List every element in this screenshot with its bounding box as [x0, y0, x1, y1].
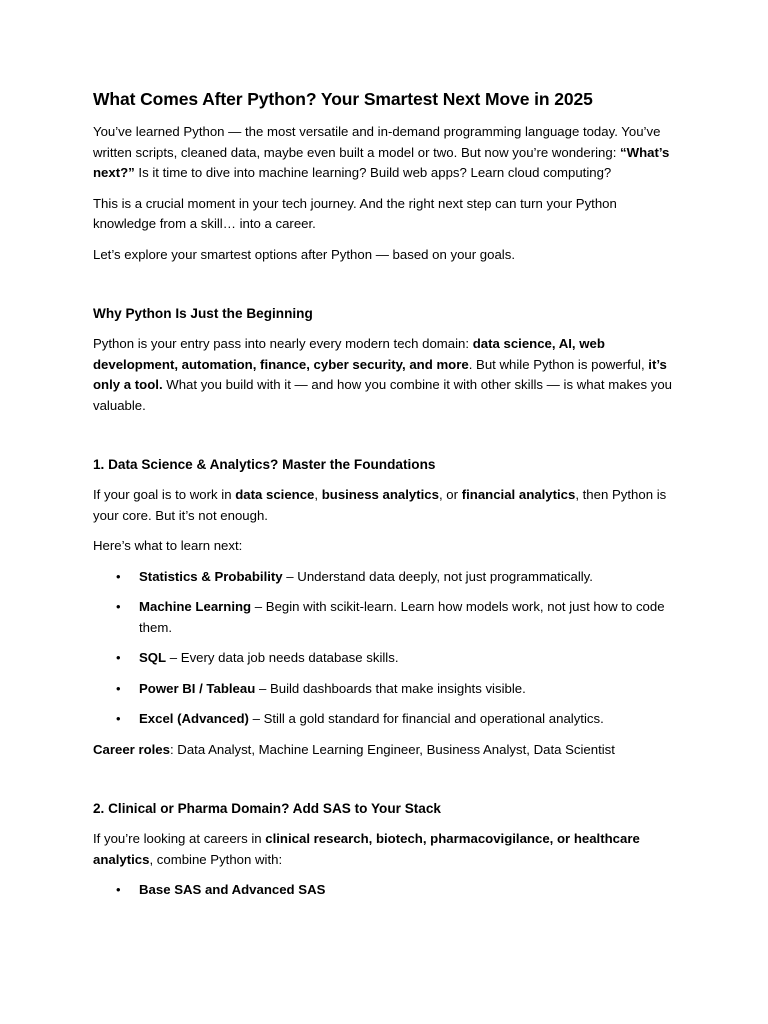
list-item-text: – Still a gold standard for financial and operational analytics.	[248, 711, 604, 726]
section-heading-data-science: 1. Data Science & Analytics? Master the Foundations	[93, 457, 436, 472]
list-item-term: SQL	[139, 650, 167, 665]
bullet-icon: •	[116, 650, 121, 665]
section-heading-why: Why Python Is Just the Beginning	[93, 306, 313, 321]
clinical-skill-list	[93, 880, 676, 901]
clinical-text-c: , combine Python with:	[149, 851, 283, 867]
intro-paragraph-2: This is a crucial moment in your tech journey. And the right next step can turn your Python knowledge from a skill… into a career.	[93, 195, 617, 231]
ds-text-e: , or	[438, 487, 462, 502]
ds-text-g: , then Python is your core. But it’s not enough.	[93, 487, 667, 523]
ds-skill-list	[93, 567, 676, 730]
intro-text-a: You’ve learned Python — the most versatile and in-demand programming language today. You’ve written scripts, cleaned data, maybe even built a model or two. But now you’re wondering:	[93, 124, 661, 160]
bullet-icon: •	[116, 882, 121, 897]
ds-learn-next: Here’s what to learn next:	[93, 538, 243, 553]
list-item-term: Base SAS and Advanced SAS	[139, 882, 326, 897]
list-item-text: – Every data job needs database skills.	[166, 650, 399, 665]
list-item	[116, 648, 676, 669]
page-title: What Comes After Python? Your Smartest Next Move in 2025	[93, 89, 593, 109]
intro-paragraph-3: Let’s explore your smartest options after Python — based on your goals.	[93, 246, 515, 262]
intro-question: “What’s next?”	[93, 144, 670, 180]
list-item	[116, 597, 676, 638]
why-text-a: Python is your entry pass into nearly every modern tech domain:	[93, 336, 473, 351]
clinical-paragraph	[93, 829, 676, 870]
list-item-term: Machine Learning	[139, 599, 252, 614]
career-roles-label: Career roles	[93, 741, 170, 757]
list-item-text: – Understand data deeply, not just programmatically.	[282, 568, 593, 584]
career-roles-text: : Data Analyst, Machine Learning Engineer, Business Analyst, Data Scientist	[169, 741, 615, 757]
why-paragraph	[93, 334, 676, 416]
section-heading-clinical: 2. Clinical or Pharma Domain? Add SAS to Your Stack	[93, 801, 441, 816]
ds-financial-analytics: financial analytics	[461, 487, 576, 502]
bullet-icon: •	[116, 599, 121, 614]
clinical-domains: clinical research, biotech, pharmacovigilance, or healthcare analytics	[93, 831, 640, 867]
ds-paragraph	[93, 485, 676, 526]
list-item	[116, 567, 676, 588]
ds-career-roles	[93, 740, 676, 761]
spacer	[93, 770, 676, 799]
list-item-text: – Begin with scikit-learn. Learn how models work, not just how to code them.	[139, 599, 665, 635]
bullet-icon: •	[116, 711, 121, 726]
bullet-icon: •	[116, 680, 121, 696]
intro-paragraph-1	[93, 122, 676, 184]
spacer	[93, 275, 676, 304]
ds-text-a: If your goal is to work in	[93, 487, 236, 502]
list-item-term: Power BI / Tableau	[139, 680, 256, 696]
intro-text-c: Is it time to dive into machine learning? Build web apps? Learn cloud computing?	[134, 165, 612, 180]
why-only-tool: it’s only a tool.	[93, 356, 667, 392]
bullet-icon: •	[116, 568, 121, 584]
ds-data-science: data science	[235, 487, 315, 502]
why-text-e: What you build with it — and how you combine it with other skills — is what makes you valuable.	[93, 377, 673, 413]
list-item-term: Statistics & Probability	[139, 568, 283, 584]
ds-business-analytics: business analytics	[321, 487, 439, 502]
clinical-text-a: If you’re looking at careers in	[93, 831, 266, 846]
list-item	[116, 679, 676, 700]
why-domains: data science, AI, web development, automation, finance, cyber security, and more	[93, 336, 605, 372]
list-item-term: Excel (Advanced)	[139, 711, 249, 726]
spacer	[93, 426, 676, 455]
list-item	[116, 709, 676, 730]
ds-text-c: ,	[314, 487, 322, 502]
why-text-c: . But while Python is powerful,	[468, 356, 649, 372]
list-item-text: – Build dashboards that make insights visible.	[255, 680, 526, 696]
list-item	[116, 880, 676, 901]
